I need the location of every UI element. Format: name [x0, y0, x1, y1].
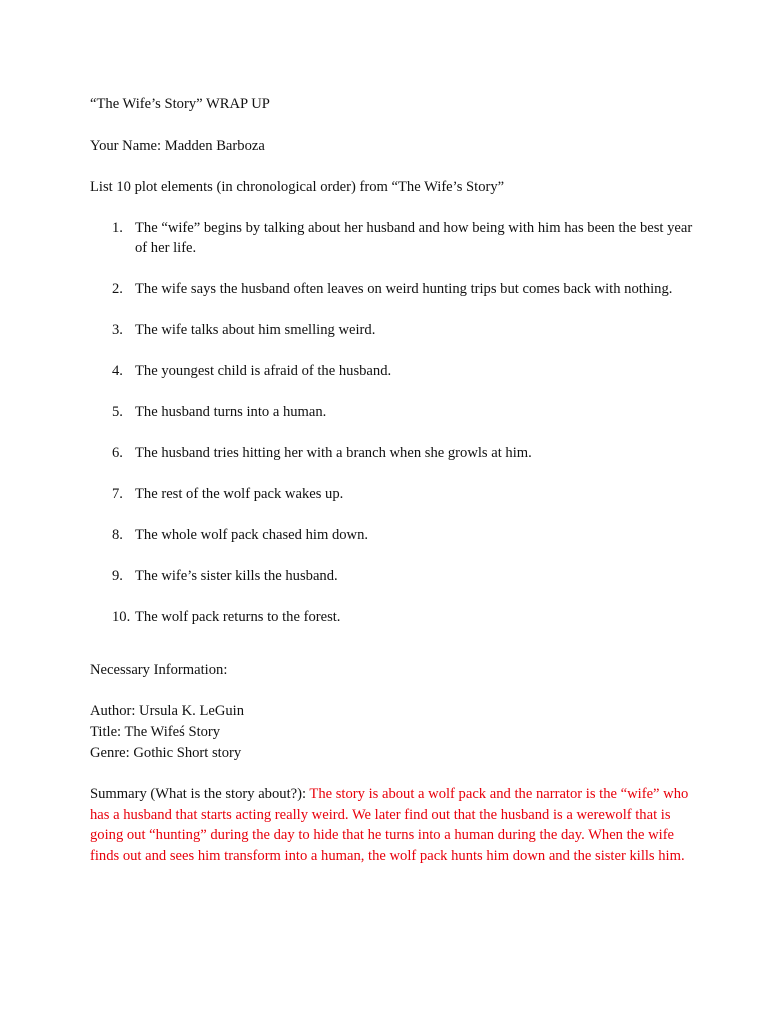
- list-item: [90, 402, 695, 423]
- list-item-number: 9.: [112, 568, 123, 585]
- list-item: [90, 525, 695, 546]
- list-item-text: The wife’s sister kills the husband.: [135, 568, 338, 585]
- list-item-text: The youngest child is afraid of the husband.: [135, 363, 392, 380]
- list-item: [90, 607, 695, 628]
- list-item-number: 10.: [112, 609, 131, 626]
- necessary-info-heading: Necessary Information:: [90, 661, 228, 678]
- document-heading: “The Wife’s Story” WRAP UP: [90, 96, 270, 112]
- list-item-number: 1.: [112, 219, 123, 236]
- list-item-number: 5.: [112, 404, 123, 421]
- list-item-number: 3.: [112, 322, 123, 339]
- name-line: Your Name: Madden Barboza: [90, 137, 265, 154]
- list-item-text: The wolf pack returns to the forest.: [135, 609, 341, 626]
- summary-answer: The story is about a wolf pack and the narrator is the “wife” who has a husband that starts acting really weird. We later find out that the husband is a werewolf that is going out “hunting” during the day to hide that he turns into a human during the day. When the wife finds out and sees him transform into a human, the wolf pack hunts him down and the sister kills him.: [90, 786, 689, 864]
- list-item-number: 8.: [112, 527, 123, 544]
- list-item-number: 2.: [112, 281, 123, 298]
- summary-paragraph: [90, 784, 690, 866]
- list-prompt: List 10 plot elements (in chronological order) from “The Wife’s Story”: [90, 179, 505, 196]
- title-line: Title: The Wifeś Story: [90, 724, 221, 741]
- author-line: Author: Ursula K. LeGuin: [90, 703, 245, 720]
- list-item: [90, 484, 695, 505]
- list-item: [90, 566, 695, 587]
- list-item-number: 7.: [112, 486, 123, 503]
- list-item-text: The husband tries hitting her with a branch when she growls at him.: [135, 445, 532, 462]
- list-item: [90, 279, 695, 300]
- summary-label: Summary (What is the story about?):: [90, 786, 310, 803]
- list-item-text: The “wife” begins by talking about her husband and how being with him has been the best year of her life.: [135, 219, 693, 257]
- list-item-number: 4.: [112, 363, 123, 380]
- list-item-text: The whole wolf pack chased him down.: [135, 527, 369, 544]
- list-item-text: The wife says the husband often leaves on weird hunting trips but comes back with nothing.: [135, 281, 673, 298]
- list-item-text: The husband turns into a human.: [135, 404, 327, 421]
- list-item: [90, 320, 695, 341]
- plot-elements-list: [90, 218, 693, 628]
- list-item: [90, 361, 695, 382]
- list-item-number: 6.: [112, 445, 123, 462]
- list-item-text: The rest of the wolf pack wakes up.: [135, 486, 344, 503]
- genre-line: Genre: Gothic Short story: [90, 744, 242, 761]
- list-item: [90, 443, 695, 464]
- list-item: [90, 218, 695, 259]
- document-page: [90, 94, 693, 881]
- list-item-text: The wife talks about him smelling weird.: [135, 322, 376, 339]
